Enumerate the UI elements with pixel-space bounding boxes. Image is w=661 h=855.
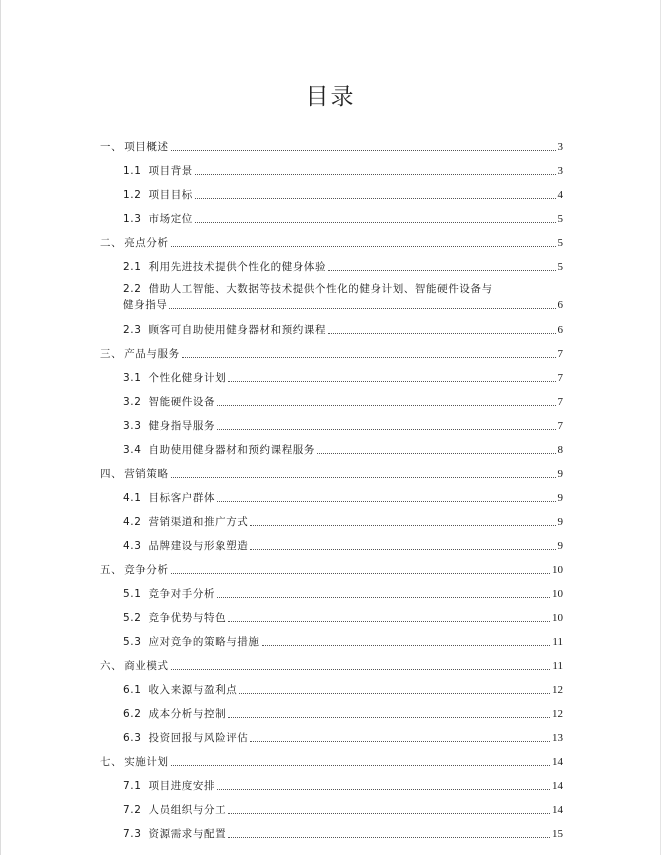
toc-section-18[interactable] [100, 557, 563, 577]
toc-entry-label [100, 563, 169, 577]
toc-entry-text: 竞争优势与特色 [148, 612, 227, 624]
toc-entry-text: 产品与服务 [124, 348, 180, 360]
toc-page-number: 3 [557, 165, 563, 177]
toc-entry-number: 5.2 [123, 612, 142, 624]
toc-page-number: 7 [557, 348, 563, 360]
toc-entry-number: 五、 [100, 564, 123, 576]
toc-leader-dots [250, 741, 550, 742]
toc-section-14[interactable] [100, 461, 563, 481]
toc-entry-number: 3.2 [123, 396, 142, 408]
toc-entry-number: 4.1 [123, 492, 142, 504]
toc-entry-text: 亮点分析 [124, 237, 169, 249]
toc-subsection-15[interactable] [123, 485, 563, 505]
toc-leader-dots [182, 357, 556, 358]
toc-entry-number: 2.3 [123, 324, 142, 336]
toc-entry-text: 资源需求与配置 [148, 828, 227, 840]
toc-entry-number: 3.1 [123, 372, 142, 384]
toc-entry-text: 应对竞争的策略与措施 [148, 636, 260, 648]
toc-entry-label [123, 683, 237, 697]
toc-page-number: 6 [557, 324, 563, 336]
toc-subsection-25[interactable] [123, 725, 563, 745]
toc-title: 目录 [305, 84, 356, 110]
toc-subsection-12[interactable] [123, 413, 563, 433]
toc-section-22[interactable] [100, 653, 563, 673]
toc-entry-label [100, 467, 169, 481]
toc-leader-dots [217, 501, 555, 502]
toc-subsection-16[interactable] [123, 509, 563, 529]
toc-entry-text: 智能硬件设备 [148, 396, 216, 408]
toc-page-number: 5 [557, 213, 563, 225]
toc-entry-label [100, 755, 169, 769]
toc-section-26[interactable] [100, 749, 563, 769]
toc-entry-number: 一、 [100, 141, 123, 153]
toc-leader-dots [169, 308, 555, 309]
toc-entry-text: 投资回报与风险评估 [148, 732, 249, 744]
toc-subsection-4[interactable] [123, 206, 563, 226]
toc-entry-number: 4.3 [123, 540, 142, 552]
toc-entry-text-continued: 健身指导 [123, 299, 168, 311]
toc-leader-dots [195, 198, 556, 199]
toc-leader-dots [228, 717, 550, 718]
toc-entry-label [123, 491, 215, 505]
toc-wrap-line [123, 298, 563, 312]
toc-entry-number: 七、 [100, 756, 123, 768]
toc-subsection-21[interactable] [123, 629, 563, 649]
toc-leader-dots [328, 270, 555, 271]
toc-entry-text: 品牌建设与形象塑造 [148, 540, 249, 552]
toc-entry-text: 营销渠道和推广方式 [148, 516, 249, 528]
toc-entry-number: 5.1 [123, 588, 142, 600]
toc-leader-dots [317, 453, 556, 454]
toc-subsection-7[interactable] [123, 278, 563, 312]
toc-entry-text: 项目概述 [124, 141, 169, 153]
toc-page-number: 9 [557, 516, 563, 528]
toc-page-number: 14 [552, 756, 563, 768]
toc-page-number: 3 [557, 141, 563, 153]
toc-subsection-3[interactable] [123, 182, 563, 202]
toc-entry-label [123, 587, 215, 601]
toc-entry-text: 营销策略 [124, 468, 169, 480]
toc-page-number: 6 [557, 299, 563, 311]
toc-entry-label [123, 419, 215, 433]
toc-entry-text: 成本分析与控制 [148, 708, 227, 720]
toc-entry-text: 竞争对手分析 [148, 588, 216, 600]
toc-entry-label [123, 164, 193, 178]
toc-page-number: 8 [557, 444, 563, 456]
toc-page-number: 9 [557, 492, 563, 504]
toc-entry-number: 1.3 [123, 213, 142, 225]
toc-entry-text: 人员组织与分工 [148, 804, 227, 816]
toc-leader-dots [171, 765, 550, 766]
toc-entry-label [123, 281, 563, 298]
toc-entry-text: 个性化健身计划 [148, 372, 227, 384]
toc-entry-text: 实施计划 [124, 756, 169, 768]
toc-entry-number: 3.4 [123, 444, 142, 456]
toc-page-number: 7 [557, 420, 563, 432]
toc-entry-label [123, 539, 248, 553]
toc-entry-label [100, 347, 180, 361]
toc-page-number: 10 [552, 564, 563, 576]
toc-subsection-10[interactable] [123, 365, 563, 385]
toc-subsection-29[interactable] [123, 821, 563, 841]
toc-entry-label [123, 611, 226, 625]
toc-entry-number: 1.2 [123, 189, 142, 201]
toc-subsection-13[interactable] [123, 437, 563, 457]
toc-entry-text: 健身指导服务 [148, 420, 216, 432]
toc-subsection-19[interactable] [123, 581, 563, 601]
toc-leader-dots [171, 573, 550, 574]
toc-entry-number: 三、 [100, 348, 123, 360]
toc-entry-number: 3.3 [123, 420, 142, 432]
toc-entry-text: 商业模式 [124, 660, 169, 672]
toc-leader-dots [171, 477, 556, 478]
toc-leader-dots [171, 246, 556, 247]
toc-page-number: 12 [552, 708, 563, 720]
toc-entry-label [123, 827, 226, 841]
toc-entry-text: 市场定位 [148, 213, 193, 225]
toc-entry-label [123, 803, 226, 817]
toc-entry-label [100, 659, 169, 673]
toc-entry-number: 2.2 [123, 283, 142, 295]
toc-entry-number: 7.1 [123, 780, 142, 792]
toc-entry-number: 7.3 [123, 828, 142, 840]
toc-entry-number: 4.2 [123, 516, 142, 528]
toc-entry-number: 二、 [100, 237, 123, 249]
toc-subsection-20[interactable] [123, 605, 563, 625]
toc-page-number: 4 [557, 189, 563, 201]
toc-entry-number: 6.1 [123, 684, 142, 696]
toc-entry-number: 1.1 [123, 165, 142, 177]
toc-page-number: 14 [552, 780, 563, 792]
toc-page-number: 10 [552, 612, 563, 624]
toc-entry-label [123, 188, 193, 202]
toc-leader-dots [328, 333, 555, 334]
toc-leader-dots [250, 525, 555, 526]
toc-entry-text: 自助使用健身器材和预约课程服务 [148, 444, 315, 456]
toc-wrapped-block [123, 281, 563, 312]
toc-page-number: 7 [557, 396, 563, 408]
toc-entry-number: 6.3 [123, 732, 142, 744]
toc-subsection-23[interactable] [123, 677, 563, 697]
toc-entry-text: 竞争分析 [124, 564, 169, 576]
toc-entry-text: 项目进度安排 [148, 780, 216, 792]
toc-entry-label [123, 212, 193, 226]
toc-leader-dots [217, 429, 555, 430]
toc-entry-label [123, 515, 248, 529]
toc-page-number: 13 [552, 732, 563, 744]
toc-leader-dots [239, 693, 550, 694]
toc-entry-text: 收入来源与盈利点 [148, 684, 238, 696]
toc-leader-dots [195, 222, 556, 223]
toc-entry-label [123, 707, 226, 721]
toc-leader-dots [171, 669, 551, 670]
toc-entry-number: 四、 [100, 468, 123, 480]
toc-entry-label [123, 395, 215, 409]
toc-subsection-24[interactable] [123, 701, 563, 721]
toc-leader-dots [228, 381, 555, 382]
toc-subsection-28[interactable] [123, 797, 563, 817]
toc-leader-dots [262, 645, 551, 646]
toc-page-number: 10 [552, 588, 563, 600]
toc-page-number: 11 [552, 660, 563, 672]
toc-page-number: 14 [552, 804, 563, 816]
toc-subsection-6[interactable] [123, 254, 563, 274]
toc-page-number: 9 [557, 468, 563, 480]
toc-subsection-17[interactable] [123, 533, 563, 553]
toc-leader-dots [195, 174, 556, 175]
toc-leader-dots [250, 549, 555, 550]
toc-entry-label [100, 236, 169, 250]
toc-leader-dots [228, 621, 550, 622]
toc-page-number: 7 [557, 372, 563, 384]
toc-entry-label [123, 731, 248, 745]
toc-entry-number: 5.3 [123, 636, 142, 648]
toc-leader-dots [217, 405, 555, 406]
toc-entry-text: 顾客可自助使用健身器材和预约课程 [148, 324, 327, 336]
toc-entry-label [123, 443, 315, 457]
toc-page-number: 5 [557, 237, 563, 249]
toc-entry-number: 7.2 [123, 804, 142, 816]
toc-leader-dots [171, 150, 556, 151]
toc-page-number: 15 [552, 828, 563, 840]
toc-entry-number: 六、 [100, 660, 123, 672]
toc-entry-text: 项目背景 [148, 165, 193, 177]
toc-entry-text: 借助人工智能、大数据等技术提供个性化的健身计划、智能硬件设备与 [148, 283, 493, 295]
toc-subsection-2[interactable] [123, 158, 563, 178]
toc-entry-label [123, 371, 226, 385]
toc-leader-dots [228, 813, 550, 814]
toc-entry-label [123, 779, 215, 793]
toc-subsection-27[interactable] [123, 773, 563, 793]
toc-entry-label [123, 260, 326, 274]
toc-entry-text: 利用先进技术提供个性化的健身体验 [148, 261, 327, 273]
toc-entry-label [100, 140, 169, 154]
page-left-edge [0, 0, 1, 855]
toc-subsection-8[interactable] [123, 317, 563, 337]
toc-entry-text: 项目目标 [148, 189, 193, 201]
toc-entry-number: 6.2 [123, 708, 142, 720]
toc-leader-dots [217, 597, 550, 598]
toc-page-number: 9 [557, 540, 563, 552]
toc-page-number: 5 [557, 261, 563, 273]
toc-page-number: 12 [552, 684, 563, 696]
toc-leader-dots [217, 789, 550, 790]
toc-entry-text: 目标客户群体 [148, 492, 216, 504]
toc-entry-label [123, 635, 260, 649]
toc-page-number: 11 [552, 636, 563, 648]
toc-section-1[interactable] [100, 134, 563, 154]
toc-section-5[interactable] [100, 230, 563, 250]
toc-entry-label [123, 323, 326, 337]
toc-entry-number: 2.1 [123, 261, 142, 273]
toc-subsection-11[interactable] [123, 389, 563, 409]
toc-section-9[interactable] [100, 341, 563, 361]
toc-leader-dots [228, 837, 550, 838]
